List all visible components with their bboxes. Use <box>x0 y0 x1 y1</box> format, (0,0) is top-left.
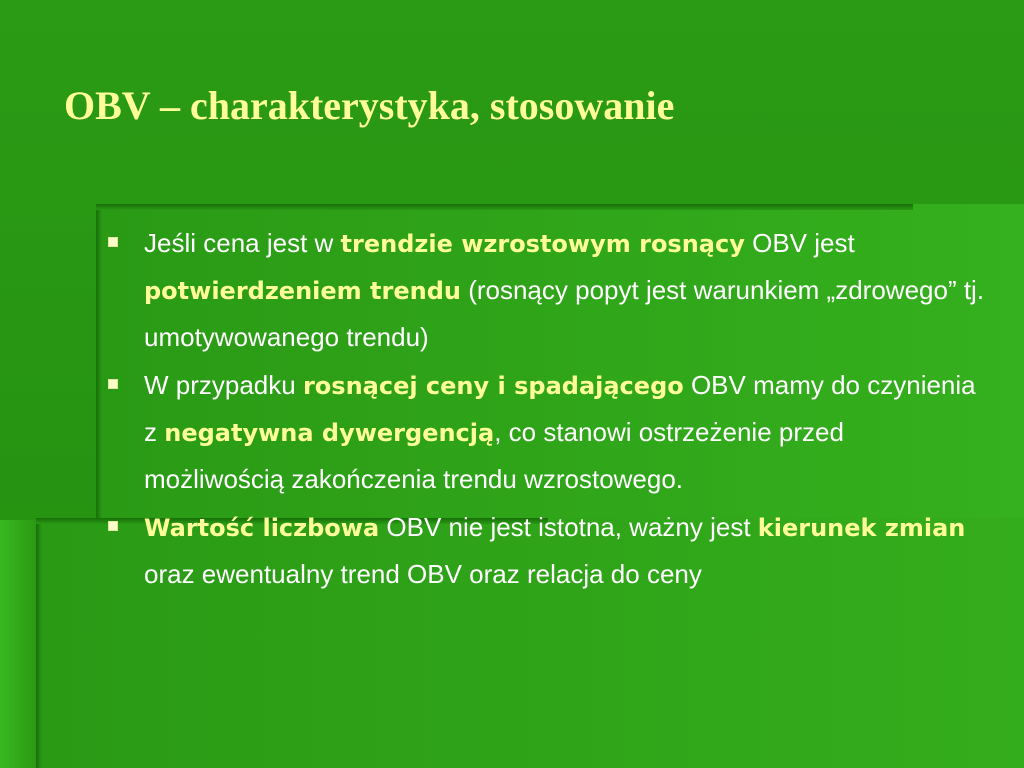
bullet-2-highlight-1: rosnącej ceny i spadającego <box>302 372 684 400</box>
square-bullet-icon <box>108 379 118 389</box>
bullet-item-1 <box>106 220 986 360</box>
bullet-2-text-2: OBV mamy do czynienia z <box>144 370 976 447</box>
bullet-3-highlight-2: kierunek zmian <box>757 514 966 542</box>
bullet-2-highlight-2: negatywna dywergencją <box>164 419 495 447</box>
slide-title: OBV – charakterystyka, stosowanie <box>64 83 675 128</box>
decorative-glow-left <box>0 520 36 768</box>
bullet-1-text-3: (rosnący popyt jest warunkiem „zdrowego” tj. umotywowanego trendu) <box>144 275 985 352</box>
bullet-list <box>106 220 986 599</box>
bullet-1-text: Jeśli cena jest w <box>144 228 341 258</box>
bullet-2-text-3: , co stanowi ostrzeżenie przed możliwością zakończenia trendu wzrostowego. <box>144 417 844 494</box>
bullet-2-text: W przypadku <box>144 370 303 400</box>
bullet-1-highlight-2: potwierdzeniem trendu <box>144 277 461 305</box>
bullet-3-text-2: oraz ewentualny trend OBV oraz relacja do ceny <box>144 559 702 589</box>
decorative-shadow-top-vertical <box>96 204 102 520</box>
bullet-3-highlight-1: Wartość liczbowa <box>144 514 380 542</box>
decorative-shadow-top-horizontal <box>96 204 913 210</box>
square-bullet-icon <box>108 237 118 247</box>
bullet-1-highlight-1: trendzie wzrostowym rosnący <box>340 230 745 258</box>
bullet-item-2 <box>106 362 986 502</box>
bullet-1-text-2: OBV jest <box>744 228 855 258</box>
square-bullet-icon <box>108 521 118 531</box>
decorative-shadow-bottom-vertical <box>36 518 42 768</box>
bullet-item-3 <box>106 504 986 597</box>
bullet-3-text: OBV nie jest istotna, ważny jest <box>379 512 758 542</box>
